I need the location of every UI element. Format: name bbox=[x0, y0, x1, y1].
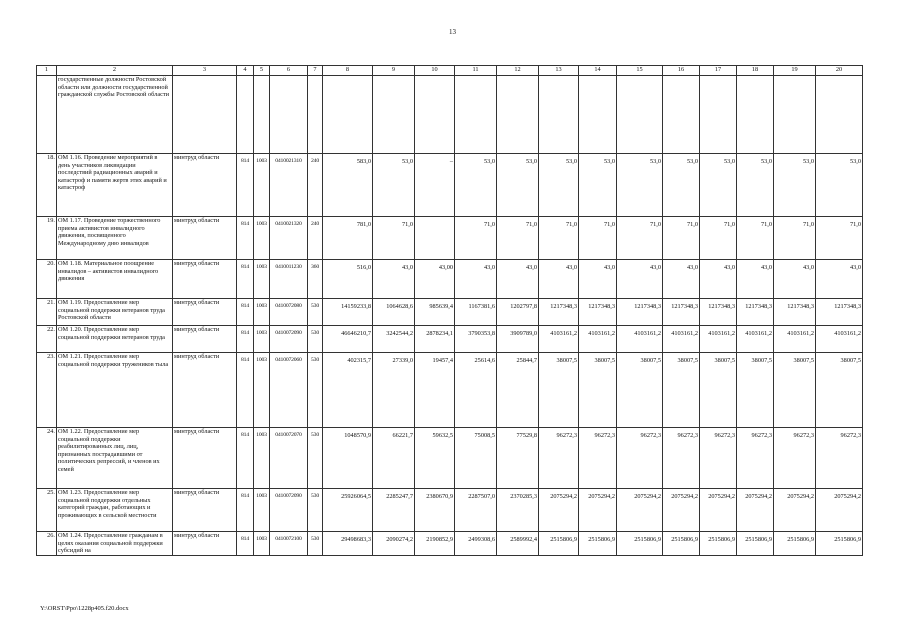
cell-executor: минтруд области bbox=[173, 260, 237, 299]
header-cell: 14 bbox=[579, 66, 617, 76]
cell-name: государственные должности Ростовской области или должности государственной гражданской службы Ростовской области bbox=[57, 76, 173, 154]
cell-total: 781,0 bbox=[323, 217, 373, 260]
header-cell: 19 bbox=[774, 66, 816, 76]
cell-year: 43,0 bbox=[579, 260, 617, 299]
cell-year: 71,0 bbox=[816, 217, 863, 260]
cell-year: 43,0 bbox=[816, 260, 863, 299]
cell-year: 2515806,9 bbox=[700, 532, 737, 556]
cell-target-code: 0410011230 bbox=[270, 260, 308, 299]
table-row bbox=[37, 326, 863, 353]
cell-year: 4103161,2 bbox=[539, 326, 579, 353]
cell-section-code: 1003 bbox=[254, 299, 270, 326]
cell-year: 53,0 bbox=[663, 154, 700, 217]
cell-year bbox=[415, 217, 455, 260]
cell-year: 2515806,9 bbox=[774, 532, 816, 556]
header-cell: 12 bbox=[497, 66, 539, 76]
cell-year: 2075294,2 bbox=[816, 489, 863, 532]
cell-target-code: 0410072080 bbox=[270, 299, 308, 326]
cell-target-code: 0410021310 bbox=[270, 154, 308, 217]
cell-year: 53,0 bbox=[700, 154, 737, 217]
cell-year: 96272,3 bbox=[700, 428, 737, 489]
header-cell: 5 bbox=[254, 66, 270, 76]
cell-year: 38007,5 bbox=[774, 353, 816, 428]
cell-year: 2499308,6 bbox=[455, 532, 497, 556]
cell-name: ОМ 1.18. Материальное поощрение инвалидов – активистов инвалидного движения bbox=[57, 260, 173, 299]
cell-year: 96272,3 bbox=[737, 428, 774, 489]
cell-year: 43,0 bbox=[539, 260, 579, 299]
cell-year: 1064628,6 bbox=[373, 299, 415, 326]
cell-no bbox=[37, 76, 57, 154]
cell-year: 2515806,9 bbox=[816, 532, 863, 556]
cell-year: 96272,3 bbox=[579, 428, 617, 489]
table-row bbox=[37, 154, 863, 217]
cell-target-code: 0410072090 bbox=[270, 489, 308, 532]
cell-ministry-code: 814 bbox=[237, 217, 254, 260]
cell-year: 71,0 bbox=[774, 217, 816, 260]
cell-target-code: 0410072060 bbox=[270, 353, 308, 428]
cell-expense-code: 240 bbox=[308, 154, 323, 217]
cell-expense-code: 360 bbox=[308, 260, 323, 299]
cell-expense-code: 240 bbox=[308, 217, 323, 260]
cell-executor: минтруд области bbox=[173, 489, 237, 532]
cell-year: 2515806,9 bbox=[579, 532, 617, 556]
cell-year: 71,0 bbox=[373, 217, 415, 260]
header-cell: 11 bbox=[455, 66, 497, 76]
cell-executor: минтруд области bbox=[173, 532, 237, 556]
cell-year: 4103161,2 bbox=[737, 326, 774, 353]
header-cell: 2 bbox=[57, 66, 173, 76]
cell-year: 59632,5 bbox=[415, 428, 455, 489]
cell-year: 53,0 bbox=[737, 154, 774, 217]
cell-section-code: 1003 bbox=[254, 428, 270, 489]
cell-ministry-code: 814 bbox=[237, 326, 254, 353]
cell-year: 96272,3 bbox=[816, 428, 863, 489]
cell-year: 53,0 bbox=[579, 154, 617, 217]
cell-year: 2075294,2 bbox=[700, 489, 737, 532]
cell-year: 96272,3 bbox=[617, 428, 663, 489]
cell-year: 2285247,7 bbox=[373, 489, 415, 532]
cell-ministry-code: 814 bbox=[237, 489, 254, 532]
cell-no: 23. bbox=[37, 353, 57, 428]
header-cell: 9 bbox=[373, 66, 415, 76]
cell-section-code: 1003 bbox=[254, 154, 270, 217]
cell-no: 19. bbox=[37, 217, 57, 260]
cell-total: 1048570,9 bbox=[323, 428, 373, 489]
cell-year: 2075294,2 bbox=[737, 489, 774, 532]
cell-year: 3242544,2 bbox=[373, 326, 415, 353]
cell-executor: минтруд области bbox=[173, 299, 237, 326]
cell-year: 1217348,3 bbox=[700, 299, 737, 326]
cell-year: 53,0 bbox=[774, 154, 816, 217]
cell-year: 1217348,3 bbox=[663, 299, 700, 326]
cell-year: 96272,3 bbox=[663, 428, 700, 489]
cell-no: 22. bbox=[37, 326, 57, 353]
cell-expense-code: 530 bbox=[308, 428, 323, 489]
cell-year: 1217348,3 bbox=[579, 299, 617, 326]
cell-year: 53,0 bbox=[497, 154, 539, 217]
cell-year: 43,0 bbox=[617, 260, 663, 299]
cell-year: 71,0 bbox=[539, 217, 579, 260]
cell-no: 24. bbox=[37, 428, 57, 489]
cell-year: 2589992,4 bbox=[497, 532, 539, 556]
cell-ministry-code: 814 bbox=[237, 154, 254, 217]
header-cell: 10 bbox=[415, 66, 455, 76]
header-cell: 4 bbox=[237, 66, 254, 76]
table-row bbox=[37, 299, 863, 326]
cell-year: 2878234,1 bbox=[415, 326, 455, 353]
page-number: 13 bbox=[449, 28, 456, 36]
cell-expense-code: 530 bbox=[308, 489, 323, 532]
cell-year: 38007,5 bbox=[579, 353, 617, 428]
cell-year: 3909789,0 bbox=[497, 326, 539, 353]
cell-year: 2515806,9 bbox=[737, 532, 774, 556]
cell-executor: минтруд области bbox=[173, 428, 237, 489]
cell-target-code: 0410072100 bbox=[270, 532, 308, 556]
cell-year: 985639,4 bbox=[415, 299, 455, 326]
table-row bbox=[37, 428, 863, 489]
cell-name: ОМ 1.24. Предоставление гражданам в целях оказания социальной поддержки субсидий на bbox=[57, 532, 173, 556]
cell-target-code: 0410072070 bbox=[270, 428, 308, 489]
cell-name: ОМ 1.23. Предоставление мер социальной поддержки отдельных категорий граждан, работающих и проживающих в сельской местности bbox=[57, 489, 173, 532]
cell-section-code: 1003 bbox=[254, 353, 270, 428]
table-row bbox=[37, 489, 863, 532]
cell-year: 53,0 bbox=[539, 154, 579, 217]
cell-ministry-code: 814 bbox=[237, 299, 254, 326]
cell-executor: минтруд области bbox=[173, 353, 237, 428]
cell-year: 2075294,2 bbox=[617, 489, 663, 532]
header-cell: 13 bbox=[539, 66, 579, 76]
cell-year: 38007,5 bbox=[617, 353, 663, 428]
cell-name: ОМ 1.19. Предоставление мер социальной поддержки ветеранов труда Ростовской области bbox=[57, 299, 173, 326]
cell-executor: минтруд области bbox=[173, 154, 237, 217]
cell-year: 2075294,2 bbox=[774, 489, 816, 532]
cell-year: 71,0 bbox=[737, 217, 774, 260]
cell-year: 96272,3 bbox=[539, 428, 579, 489]
cell-year: 43,0 bbox=[774, 260, 816, 299]
cell-year: 4103161,2 bbox=[579, 326, 617, 353]
cell-no: 20. bbox=[37, 260, 57, 299]
header-cell: 7 bbox=[308, 66, 323, 76]
cell-year: 25614,6 bbox=[455, 353, 497, 428]
cell-expense-code: 530 bbox=[308, 353, 323, 428]
cell-executor: минтруд области bbox=[173, 217, 237, 260]
cell-year: 19457,4 bbox=[415, 353, 455, 428]
cell-year: 43,0 bbox=[700, 260, 737, 299]
cell-year: 2515806,9 bbox=[663, 532, 700, 556]
cell-year: 43,0 bbox=[737, 260, 774, 299]
table-row bbox=[37, 217, 863, 260]
cell-year: 2380670,9 bbox=[415, 489, 455, 532]
cell-year: 1217348,3 bbox=[737, 299, 774, 326]
cell-total: 583,0 bbox=[323, 154, 373, 217]
header-cell: 15 bbox=[617, 66, 663, 76]
cell-year: 43,0 bbox=[455, 260, 497, 299]
cell-section-code: 1003 bbox=[254, 217, 270, 260]
cell-year: 2370285,3 bbox=[497, 489, 539, 532]
cell-year: 1167381,6 bbox=[455, 299, 497, 326]
cell-year: 43,00 bbox=[415, 260, 455, 299]
cell-year: 71,0 bbox=[663, 217, 700, 260]
cell-year: 38007,5 bbox=[737, 353, 774, 428]
cell-total: 516,0 bbox=[323, 260, 373, 299]
cell-year: 71,0 bbox=[700, 217, 737, 260]
header-cell: 16 bbox=[663, 66, 700, 76]
cell-year: 66221,7 bbox=[373, 428, 415, 489]
cell-year: 43,0 bbox=[663, 260, 700, 299]
cell-year: 25844,7 bbox=[497, 353, 539, 428]
cell-section-code: 1003 bbox=[254, 260, 270, 299]
cell-year: 1217348,3 bbox=[774, 299, 816, 326]
cell-year: 2287507,0 bbox=[455, 489, 497, 532]
cell-year: 38007,5 bbox=[816, 353, 863, 428]
cell-total: 46646210,7 bbox=[323, 326, 373, 353]
header-cell: 18 bbox=[737, 66, 774, 76]
cell-name: ОМ 1.20. Предоставление мер социальной поддержки ветеранов труда bbox=[57, 326, 173, 353]
table-row bbox=[37, 532, 863, 556]
cell-ministry-code: 814 bbox=[237, 260, 254, 299]
cell-no: 26. bbox=[37, 532, 57, 556]
cell-target-code: 0410072090 bbox=[270, 326, 308, 353]
cell-year: 2515806,9 bbox=[617, 532, 663, 556]
cell-no: 25. bbox=[37, 489, 57, 532]
cell-year: 77529,8 bbox=[497, 428, 539, 489]
cell-name: ОМ 1.16. Проведение мероприятий в день участников ликвидации последствий радиационных аварий и катастроф и памяти жертв этих аварий и катастроф bbox=[57, 154, 173, 217]
cell-total: 29498683,3 bbox=[323, 532, 373, 556]
header-cell: 17 bbox=[700, 66, 737, 76]
cell-no: 18. bbox=[37, 154, 57, 217]
header-cell: 3 bbox=[173, 66, 237, 76]
continuation-row bbox=[37, 76, 863, 154]
cell-total: 402315,7 bbox=[323, 353, 373, 428]
cell-name: ОМ 1.17. Проведение торжественного приема активистов инвалидного движения, посвященного Международному дню инвалидов bbox=[57, 217, 173, 260]
cell-year: 53,0 bbox=[373, 154, 415, 217]
cell-ministry-code: 814 bbox=[237, 428, 254, 489]
cell-executor: минтруд области bbox=[173, 326, 237, 353]
cell-year: 43,0 bbox=[373, 260, 415, 299]
cell-total: 25926064,5 bbox=[323, 489, 373, 532]
cell-year: 2075294,2 bbox=[579, 489, 617, 532]
cell-name: ОМ 1.21. Предоставление мер социальной поддержки тружеников тыла bbox=[57, 353, 173, 428]
cell-ministry-code: 814 bbox=[237, 353, 254, 428]
cell-year: 1217348,3 bbox=[816, 299, 863, 326]
cell-expense-code: 530 bbox=[308, 299, 323, 326]
cell-year: 1217348,3 bbox=[539, 299, 579, 326]
cell-year: 1202797,8 bbox=[497, 299, 539, 326]
cell-year: 4103161,2 bbox=[663, 326, 700, 353]
header-cell: 6 bbox=[270, 66, 308, 76]
cell-year: 96272,3 bbox=[774, 428, 816, 489]
file-path-footer: Y:\ORST\Ppo\1228p405.f20.docx bbox=[40, 605, 129, 612]
cell-expense-code: 530 bbox=[308, 326, 323, 353]
table-row bbox=[37, 353, 863, 428]
cell-year: 2090274,2 bbox=[373, 532, 415, 556]
cell-year: 53,0 bbox=[816, 154, 863, 217]
cell-year: 71,0 bbox=[497, 217, 539, 260]
cell-year: 43,0 bbox=[497, 260, 539, 299]
cell-section-code: 1003 bbox=[254, 326, 270, 353]
cell-year: – bbox=[415, 154, 455, 217]
table-row bbox=[37, 260, 863, 299]
cell-year: 4103161,2 bbox=[617, 326, 663, 353]
cell-no: 21. bbox=[37, 299, 57, 326]
header-cell: 1 bbox=[37, 66, 57, 76]
cell-year: 4103161,2 bbox=[774, 326, 816, 353]
cell-year: 53,0 bbox=[617, 154, 663, 217]
cell-year: 71,0 bbox=[617, 217, 663, 260]
cell-total: 14159233,8 bbox=[323, 299, 373, 326]
cell-year: 2075294,2 bbox=[539, 489, 579, 532]
cell-year: 53,0 bbox=[455, 154, 497, 217]
cell-year: 1217348,3 bbox=[617, 299, 663, 326]
cell-year: 27339,0 bbox=[373, 353, 415, 428]
cell-section-code: 1003 bbox=[254, 532, 270, 556]
cell-year: 38007,5 bbox=[700, 353, 737, 428]
cell-year: 71,0 bbox=[579, 217, 617, 260]
header-cell: 20 bbox=[816, 66, 863, 76]
cell-year: 4103161,2 bbox=[816, 326, 863, 353]
header-row bbox=[37, 66, 863, 76]
cell-year: 71,0 bbox=[455, 217, 497, 260]
cell-year: 38007,5 bbox=[539, 353, 579, 428]
cell-expense-code: 530 bbox=[308, 532, 323, 556]
cell-ministry-code: 814 bbox=[237, 532, 254, 556]
header-cell: 8 bbox=[323, 66, 373, 76]
cell-year: 3790353,8 bbox=[455, 326, 497, 353]
cell-year: 2515806,9 bbox=[539, 532, 579, 556]
cell-name: ОМ 1.22. Предоставление мер социальной поддержки реабилитированных лиц, лиц, признанных пострадавшими от политических репрессий, и членов их семей bbox=[57, 428, 173, 489]
cell-year: 2075294,2 bbox=[663, 489, 700, 532]
cell-section-code: 1003 bbox=[254, 489, 270, 532]
cell-year: 75008,5 bbox=[455, 428, 497, 489]
budget-table bbox=[36, 65, 863, 556]
cell-year: 4103161,2 bbox=[700, 326, 737, 353]
cell-year: 2190852,9 bbox=[415, 532, 455, 556]
cell-target-code: 0410021320 bbox=[270, 217, 308, 260]
cell-year: 38007,5 bbox=[663, 353, 700, 428]
